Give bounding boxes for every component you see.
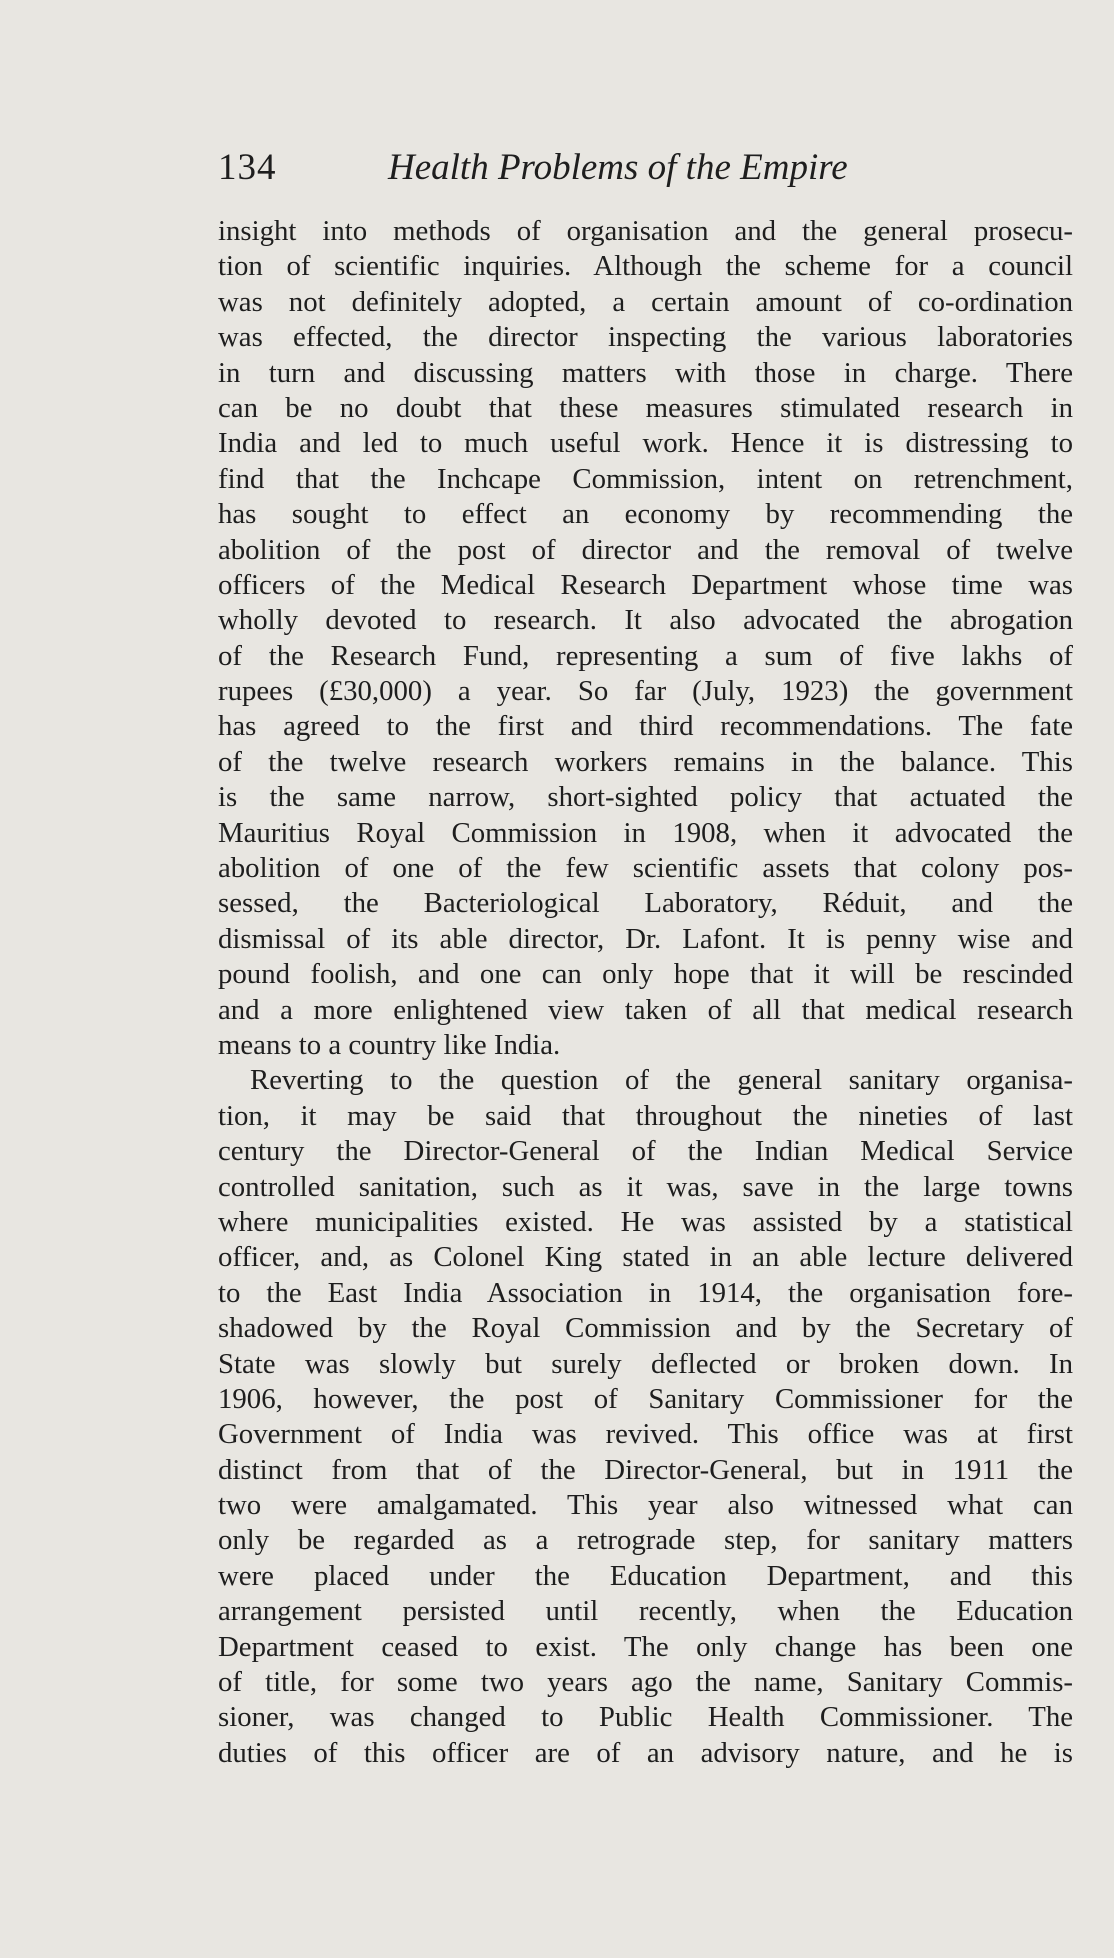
text-line: 1906, however, the post of Sanitary Commissioner for the (218, 1382, 1073, 1415)
text-line: abolition of the post of director and the removal of twelve (218, 533, 1073, 566)
text-line: Government of India was revived. This office was at first (218, 1418, 1073, 1451)
text-line: State was slowly but surely deflected or broken down. In (218, 1347, 1073, 1380)
text-line: two were amalgamated. This year also witnessed what can (218, 1489, 1073, 1522)
running-title: Health Problems of the Empire (388, 147, 848, 188)
page-header (218, 146, 918, 196)
text-line: tion of scientific inquiries. Although the scheme for a council (218, 250, 1073, 283)
text-line: can be no doubt that these measures stimulated research in (218, 391, 1073, 424)
text-line: arrangement persisted until recently, when the Education (218, 1595, 1073, 1628)
text-line: was not definitely adopted, a certain amount of co-ordination (218, 285, 1073, 318)
text-line: where municipalities existed. He was assisted by a statistical (218, 1205, 1073, 1238)
text-line: controlled sanitation, such as it was, save in the large towns (218, 1170, 1073, 1203)
text-line: means to a country like India. (218, 1028, 561, 1061)
text-line: dismissal of its able director, Dr. Lafont. It is penny wise and (218, 922, 1073, 955)
text-line: shadowed by the Royal Commission and by the Secretary of (218, 1312, 1073, 1345)
text-line: to the East India Association in 1914, the organisation fore- (218, 1276, 1073, 1309)
body-text (218, 214, 1073, 1771)
text-line: is the same narrow, short-sighted policy that actuated the (218, 781, 1073, 814)
text-line: of the Research Fund, representing a sum of five lakhs of (218, 639, 1073, 672)
text-line: Mauritius Royal Commission in 1908, when it advocated the (218, 816, 1073, 849)
text-line: has agreed to the first and third recommendations. The fate (218, 710, 1073, 743)
text-line: were placed under the Education Department, and this (218, 1559, 1073, 1592)
text-line: century the Director-General of the Indian Medical Service (218, 1135, 1073, 1168)
text-line: duties of this officer are of an advisory nature, and he is (218, 1736, 1073, 1769)
text-line: was effected, the director inspecting the various laboratories (218, 321, 1073, 354)
text-line: wholly devoted to research. It also advocated the abrogation (218, 604, 1073, 637)
text-line: insight into methods of organisation and the general prosecu- (218, 215, 1073, 247)
text-line: find that the Inchcape Commission, intent on retrenchment, (218, 462, 1073, 495)
text-line: has sought to effect an economy by recommending the (218, 498, 1073, 531)
text-line: tion, it may be said that throughout the nineties of last (218, 1099, 1073, 1132)
page-number: 134 (218, 147, 277, 188)
text-line: distinct from that of the Director-General, but in 1911 the (218, 1453, 1073, 1486)
text-line: pound foolish, and one can only hope that it will be rescinded (218, 958, 1073, 991)
text-line: only be regarded as a retrograde step, for sanitary matters (218, 1524, 1073, 1557)
text-line: India and led to much useful work. Hence it is distressing to (218, 427, 1073, 460)
text-line: Department ceased to exist. The only change has been one (218, 1630, 1073, 1663)
text-line: in turn and discussing matters with those in charge. There (218, 356, 1073, 389)
text-line: of title, for some two years ago the name, Sanitary Commis- (218, 1666, 1073, 1699)
text-line: officers of the Medical Research Department whose time was (218, 568, 1073, 601)
text-line: of the twelve research workers remains in the balance. This (218, 745, 1073, 778)
text-line: and a more enlightened view taken of all that medical research (218, 993, 1073, 1026)
text-line: officer, and, as Colonel King stated in an able lecture delivered (218, 1241, 1073, 1274)
text-line: rupees (£30,000) a year. So far (July, 1923) the government (218, 675, 1073, 708)
text-line: abolition of one of the few scientific assets that colony pos- (218, 852, 1073, 885)
text-line: Reverting to the question of the general sanitary organisa- (250, 1064, 1073, 1097)
text-line: sessed, the Bacteriological Laboratory, Réduit, and the (218, 887, 1073, 920)
text-line: sioner, was changed to Public Health Commissioner. The (218, 1701, 1073, 1734)
